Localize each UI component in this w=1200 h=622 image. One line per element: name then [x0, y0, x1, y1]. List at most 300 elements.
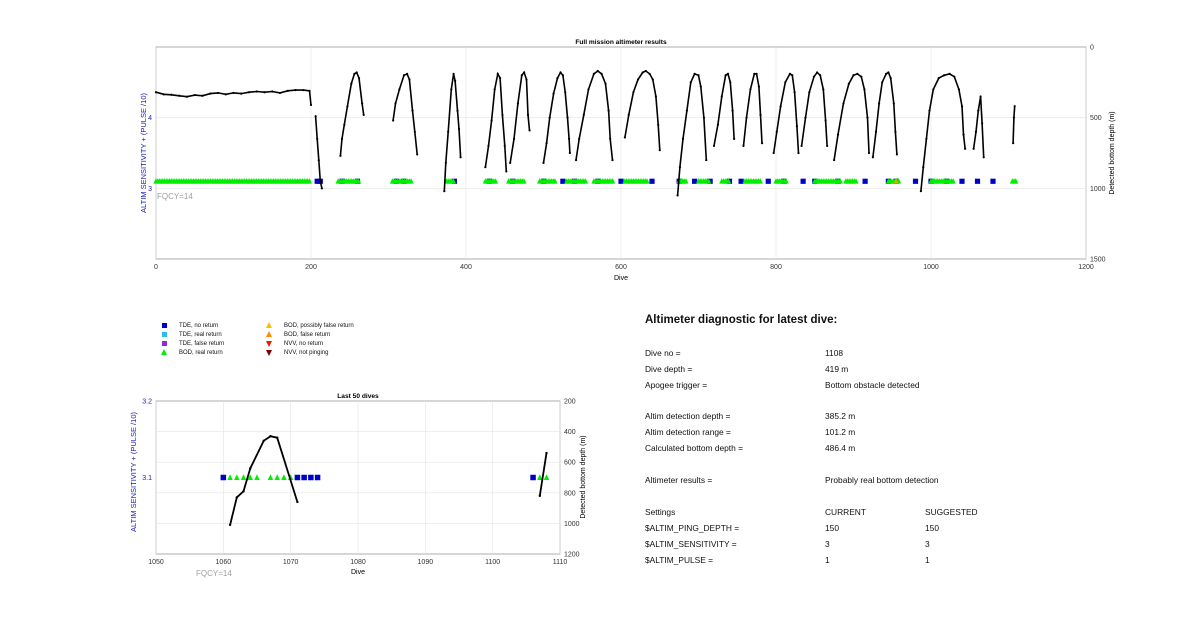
- main-ylabel-right: Detected bottom depth (m): [1109, 111, 1116, 195]
- y-right-tick-label: 500: [1090, 115, 1102, 123]
- depth-point: [316, 138, 318, 140]
- x-tick-label: 1110: [552, 559, 568, 566]
- depth-point: [525, 78, 527, 80]
- depth-point: [725, 74, 727, 76]
- depth-point: [657, 124, 659, 126]
- depth-point: [194, 94, 196, 96]
- x-tick-label: 1070: [282, 559, 299, 566]
- depth-point: [339, 155, 341, 157]
- setting-current: 3: [825, 539, 830, 549]
- dive-no-label: Dive no =: [645, 348, 681, 358]
- depth-point: [209, 93, 211, 95]
- depth-point: [1014, 105, 1016, 107]
- small-title: Last 50 dives: [337, 393, 379, 400]
- legend-item: [160, 349, 223, 357]
- depth-point: [217, 92, 219, 94]
- depth-point: [287, 90, 289, 92]
- depth-point: [319, 180, 321, 182]
- setting-name: $ALTIM_PULSE =: [645, 555, 714, 565]
- orange-triangle-icon: [265, 331, 275, 339]
- depth-point: [248, 91, 250, 93]
- depth-point: [513, 138, 515, 140]
- depth-point: [973, 148, 975, 150]
- depth-point: [808, 91, 810, 93]
- depth-point: [186, 96, 188, 98]
- depth-point: [566, 117, 568, 119]
- square-marker: [221, 475, 227, 481]
- depth-point: [575, 159, 577, 161]
- depth-point: [733, 138, 735, 140]
- calc-bottom-value: 486.4 m: [825, 443, 856, 453]
- depth-point: [938, 77, 940, 79]
- depth-point: [232, 92, 234, 94]
- small-xlabel: Dive: [350, 569, 366, 576]
- det-depth-value: 385.2 m: [825, 411, 856, 421]
- depth-point: [398, 88, 400, 90]
- legend-label: TDE, false return: [179, 341, 225, 347]
- depth-point: [276, 437, 278, 439]
- x-tick-label: 400: [460, 264, 472, 271]
- x-tick-label: 1200: [1078, 264, 1094, 271]
- x-tick-label: 200: [305, 264, 317, 271]
- depth-point: [822, 88, 824, 90]
- depth-point: [487, 145, 489, 147]
- depth-point: [454, 80, 456, 82]
- depth-point: [601, 73, 603, 75]
- depth-point: [887, 71, 889, 73]
- depth-point: [517, 102, 519, 104]
- depth-point: [240, 93, 242, 95]
- depth-point: [649, 73, 651, 75]
- depth-point: [703, 117, 705, 119]
- depth-point: [416, 153, 418, 155]
- depth-point: [353, 73, 355, 75]
- depth-point: [804, 117, 806, 119]
- depth-point: [296, 501, 298, 503]
- legend-item: [265, 331, 330, 339]
- depth-point: [655, 95, 657, 97]
- y-right-tick-label: 600: [564, 459, 576, 467]
- depth-point: [645, 70, 647, 72]
- depth-point: [490, 119, 492, 121]
- depth-point: [980, 95, 982, 97]
- legend-label: BOD, real return: [179, 350, 223, 356]
- depth-point: [842, 102, 844, 104]
- depth-point: [652, 78, 654, 80]
- depth-point: [593, 73, 595, 75]
- depth-point: [583, 114, 585, 116]
- depth-point: [484, 166, 486, 168]
- depth-point: [318, 159, 320, 161]
- depth-point: [358, 77, 360, 79]
- depth-point: [263, 440, 265, 442]
- depth-point: [504, 145, 506, 147]
- results-label: Altimeter results =: [645, 475, 713, 485]
- depth-point: [411, 110, 413, 112]
- legend-item: [160, 331, 222, 339]
- square-marker: [863, 179, 868, 184]
- depth-point: [866, 117, 868, 119]
- depth-point: [163, 93, 165, 95]
- depth-point: [225, 93, 227, 95]
- depth-point: [236, 496, 238, 498]
- square-marker: [975, 179, 980, 184]
- depth-point: [597, 70, 599, 72]
- depth-point: [928, 110, 930, 112]
- depth-point: [890, 77, 892, 79]
- depth-point: [700, 85, 702, 87]
- depth-point: [628, 114, 630, 116]
- y-left-tick-label: 3: [148, 185, 152, 193]
- cyan-square-icon: [160, 331, 170, 339]
- depth-point: [983, 156, 985, 158]
- depth-point: [977, 110, 979, 112]
- square-marker: [766, 179, 771, 184]
- depth-point: [562, 74, 564, 76]
- y-right-tick-label: 1000: [1090, 185, 1106, 193]
- depth-point: [403, 74, 405, 76]
- depth-point: [458, 128, 460, 130]
- depth-point: [523, 71, 525, 73]
- red-triangle-down-icon: [265, 340, 275, 348]
- depth-point: [569, 152, 571, 154]
- depth-point: [343, 124, 345, 126]
- depth-point: [773, 152, 775, 154]
- setting-current: 1: [825, 555, 830, 565]
- square-marker: [295, 475, 301, 481]
- y-left-tick-label: 4: [148, 115, 152, 123]
- depth-point: [363, 114, 365, 116]
- depth-point: [797, 152, 799, 154]
- depth-point: [659, 149, 661, 151]
- depth-point: [505, 170, 507, 172]
- depth-point: [825, 119, 827, 121]
- depth-point: [686, 110, 688, 112]
- square-marker: [990, 179, 995, 184]
- depth-point: [717, 124, 719, 126]
- depth-point: [501, 114, 503, 116]
- depth-point: [308, 90, 310, 92]
- depth-point: [356, 71, 358, 73]
- depth-point: [271, 90, 273, 92]
- depth-point: [546, 142, 548, 144]
- y-right-tick-label: 1000: [564, 520, 580, 528]
- depth-point: [521, 74, 523, 76]
- det-depth-label: Altim detection depth =: [645, 411, 731, 421]
- depth-point: [727, 73, 729, 75]
- depth-point: [263, 91, 265, 93]
- y-right-tick-label: 400: [564, 429, 576, 437]
- legend-label: TDE, no return: [179, 323, 219, 329]
- x-tick-label: 1050: [148, 559, 164, 566]
- y-right-tick-label: 200: [564, 398, 576, 406]
- marker-legend: [160, 322, 420, 362]
- suggested-header: SUGGESTED: [925, 507, 978, 517]
- depth-point: [456, 110, 458, 112]
- settings-header: Settings: [645, 507, 676, 517]
- depth-point: [878, 102, 880, 104]
- depth-point: [545, 452, 547, 454]
- square-marker: [801, 179, 806, 184]
- depth-point: [321, 187, 323, 189]
- depth-point: [310, 104, 312, 106]
- depth-point: [780, 105, 782, 107]
- depth-point: [539, 495, 541, 497]
- depth-point: [624, 136, 626, 138]
- setting-suggested: 150: [925, 523, 939, 533]
- depth-point: [406, 73, 408, 75]
- depth-point: [789, 73, 791, 75]
- depth-point: [791, 74, 793, 76]
- square-marker: [530, 475, 536, 481]
- depth-point: [201, 95, 203, 97]
- depth-point: [816, 71, 818, 73]
- depth-point: [881, 81, 883, 83]
- depth-point: [568, 138, 570, 140]
- depth-point: [443, 190, 445, 192]
- depth-point: [679, 166, 681, 168]
- last-50-dives-chart: [129, 393, 587, 578]
- setting-name: $ALTIM_SENSITIVITY =: [645, 539, 737, 549]
- legend-label: BOD, possibly false return: [284, 323, 354, 329]
- depth-point: [925, 138, 927, 140]
- y-right-tick-label: 800: [564, 490, 576, 498]
- det-range-value: 101.2 m: [825, 427, 856, 437]
- depth-point: [249, 467, 251, 469]
- depth-point: [758, 85, 760, 87]
- y-right-tick-label: 0: [1090, 44, 1094, 52]
- legend-item: [265, 340, 323, 348]
- depth-point: [761, 142, 763, 144]
- x-tick-label: 600: [615, 264, 627, 271]
- depth-point: [294, 89, 296, 91]
- dive-depth-value: 419 m: [825, 364, 849, 374]
- legend-label: BOD, false return: [284, 332, 331, 338]
- depth-point: [958, 88, 960, 90]
- depth-point: [609, 138, 611, 140]
- depth-point: [346, 105, 348, 107]
- depth-point: [975, 131, 977, 133]
- green-triangle-icon: [160, 349, 170, 357]
- depth-point: [178, 95, 180, 97]
- depth-point: [749, 88, 751, 90]
- depth-point: [694, 73, 696, 75]
- depth-point: [964, 148, 966, 150]
- depth-point: [753, 73, 755, 75]
- depth-point: [962, 134, 964, 136]
- results-value: Probably real bottom detection: [825, 475, 939, 485]
- depth-point: [302, 89, 304, 91]
- depth-point: [552, 93, 554, 95]
- depth-point: [860, 76, 862, 78]
- depth-point: [556, 77, 558, 79]
- legend-label: NVV, no return: [284, 341, 324, 347]
- depth-point: [872, 156, 874, 158]
- depth-point: [155, 91, 157, 93]
- depth-point: [796, 125, 798, 127]
- depth-point: [315, 115, 317, 117]
- depth-point: [392, 119, 394, 121]
- depth-point: [642, 71, 644, 73]
- depth-point: [604, 83, 606, 85]
- depth-point: [826, 145, 828, 147]
- depth-point: [350, 83, 352, 85]
- depth-point: [676, 194, 678, 196]
- yellow-triangle-icon: [265, 322, 275, 330]
- det-range-label: Altim detection range =: [645, 427, 731, 437]
- legend-label: TDE, real return: [179, 332, 222, 338]
- depth-point: [1013, 117, 1015, 119]
- depth-point: [341, 138, 343, 140]
- calc-bottom-label: Calculated bottom depth =: [645, 443, 744, 453]
- main-fqcy-annotation: FQCY=14: [157, 192, 193, 201]
- depth-point: [528, 129, 530, 131]
- x-tick-label: 1090: [417, 559, 434, 566]
- depth-point: [837, 134, 839, 136]
- depth-point: [729, 81, 731, 83]
- depth-point: [542, 162, 544, 164]
- depth-point: [279, 92, 281, 94]
- depth-point: [447, 131, 449, 133]
- depth-point: [745, 117, 747, 119]
- depth-point: [549, 117, 551, 119]
- setting-current: 150: [825, 523, 839, 533]
- depth-point: [445, 162, 447, 164]
- depth-point: [587, 88, 589, 90]
- purple-square-icon: [160, 340, 170, 348]
- depth-point: [756, 73, 758, 75]
- legend-item: [265, 322, 354, 330]
- depth-point: [494, 88, 496, 90]
- blue-square-icon: [160, 322, 170, 330]
- depth-point: [759, 114, 761, 116]
- depth-point: [932, 88, 934, 90]
- depth-point: [256, 90, 258, 92]
- depth-point: [794, 91, 796, 93]
- current-header: CURRENT: [825, 507, 866, 517]
- depth-point: [414, 131, 416, 133]
- main-title: Full mission altimeter results: [575, 39, 667, 46]
- square-marker: [315, 475, 321, 481]
- setting-suggested: 3: [925, 539, 930, 549]
- depth-point: [611, 159, 613, 161]
- depth-point: [637, 78, 639, 80]
- x-tick-label: 1080: [350, 559, 366, 566]
- small-ylabel-left: ALTIM SENSITIVITY + (PULSE /10): [129, 412, 138, 532]
- depth-point: [819, 74, 821, 76]
- depth-point: [863, 88, 865, 90]
- depth-point: [922, 166, 924, 168]
- depth-point: [953, 76, 955, 78]
- depth-point: [742, 145, 744, 147]
- square-marker: [301, 475, 307, 481]
- depth-point: [682, 138, 684, 140]
- depth-point: [949, 73, 951, 75]
- depth-point: [776, 131, 778, 133]
- y-right-tick-label: 1500: [1090, 256, 1106, 264]
- depth-point: [981, 122, 983, 124]
- small-ylabel-right: Detected bottom depth (m): [580, 435, 587, 519]
- square-marker: [913, 179, 918, 184]
- depth-point: [229, 524, 231, 526]
- depth-point: [894, 131, 896, 133]
- y-left-tick-label: 3.1: [142, 475, 152, 482]
- setting-name: $ALTIM_PING_DEPTH =: [645, 523, 740, 533]
- depth-point: [408, 78, 410, 80]
- depth-point: [697, 74, 699, 76]
- depth-point: [784, 81, 786, 83]
- depth-point: [920, 190, 922, 192]
- depth-point: [394, 102, 396, 104]
- dive-depth-label: Dive depth =: [645, 364, 693, 374]
- main-xlabel: Dive: [613, 275, 629, 282]
- darkred-triangle-down-icon: [265, 349, 275, 357]
- depth-point: [893, 102, 895, 104]
- depth-point: [896, 153, 898, 155]
- depth-point: [943, 74, 945, 76]
- depth-point: [875, 131, 877, 133]
- depth-point: [848, 83, 850, 85]
- square-marker: [308, 475, 314, 481]
- apogee-label: Apogee trigger =: [645, 380, 708, 390]
- main-ylabel-left: ALTIM SENSITIVITY + (PULSE /10): [139, 93, 148, 213]
- x-tick-label: 1000: [923, 264, 939, 271]
- legend-item: [160, 322, 218, 330]
- depth-point: [632, 91, 634, 93]
- diagnostic-title: Altimeter diagnostic for latest dive:: [645, 314, 838, 326]
- y-left-tick-label: 3.2: [142, 398, 152, 406]
- setting-suggested: 1: [925, 555, 930, 565]
- depth-point: [527, 114, 529, 116]
- depth-point: [450, 88, 452, 90]
- depth-point: [242, 490, 244, 492]
- full-mission-chart: [139, 39, 1116, 282]
- depth-point: [705, 159, 707, 161]
- depth-point: [170, 94, 172, 96]
- y-right-tick-label: 1200: [564, 551, 580, 559]
- dive-no-value: 1108: [825, 348, 844, 358]
- depth-point: [608, 110, 610, 112]
- depth-point: [713, 145, 715, 147]
- depth-point: [732, 110, 734, 112]
- legend-label: NVV, not pinging: [284, 350, 329, 356]
- depth-point: [509, 162, 511, 164]
- depth-point: [559, 71, 561, 73]
- depth-point: [852, 74, 854, 76]
- depth-point: [269, 435, 271, 437]
- depth-point: [856, 73, 858, 75]
- x-tick-label: 1100: [485, 559, 501, 566]
- depth-point: [690, 81, 692, 83]
- x-tick-label: 0: [154, 264, 158, 271]
- depth-point: [497, 73, 499, 75]
- depth-point: [453, 73, 455, 75]
- apogee-value: Bottom obstacle detected: [825, 380, 920, 390]
- small-fqcy-annotation: FQCY=14: [196, 569, 232, 578]
- depth-point: [833, 159, 835, 161]
- legend-item: [160, 340, 224, 348]
- depth-point: [499, 77, 501, 79]
- depth-point: [800, 145, 802, 147]
- square-marker: [959, 179, 964, 184]
- depth-point: [868, 152, 870, 154]
- square-marker: [649, 179, 654, 184]
- depth-point: [1012, 142, 1014, 144]
- depth-point: [885, 73, 887, 75]
- depth-point: [578, 138, 580, 140]
- x-tick-label: 1060: [215, 559, 232, 566]
- depth-point: [564, 91, 566, 93]
